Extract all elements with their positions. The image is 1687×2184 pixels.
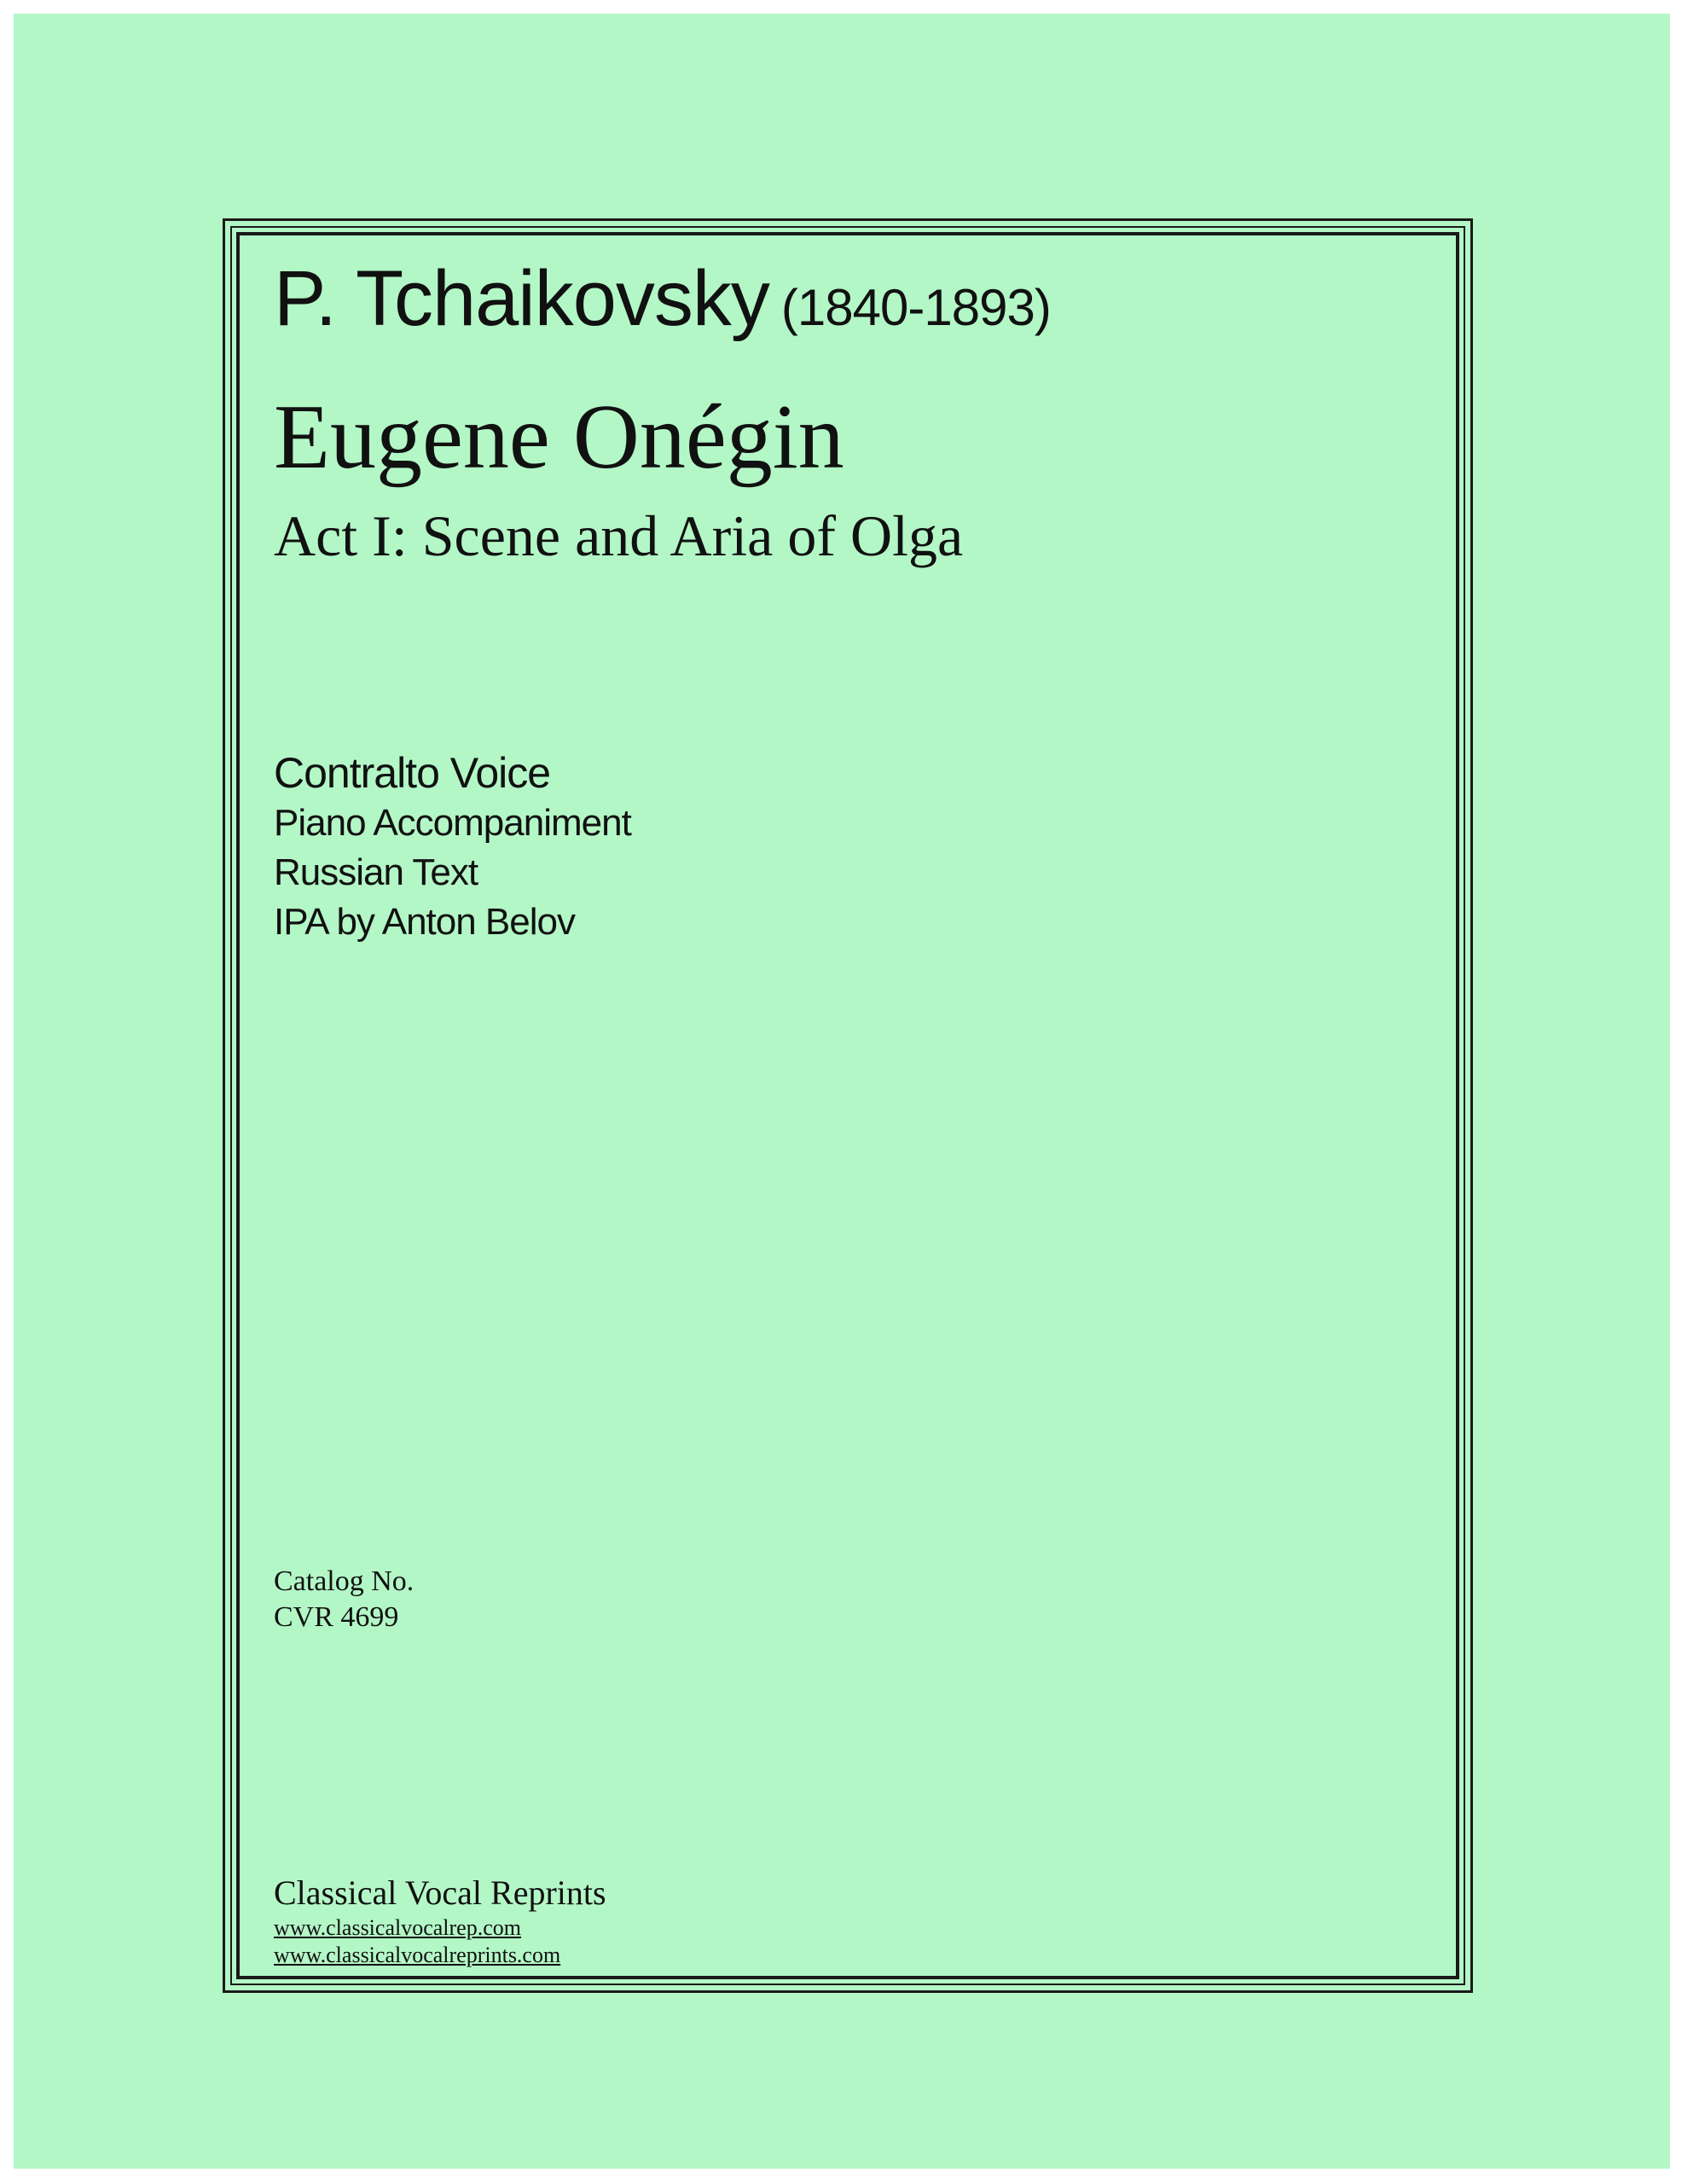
voice-type: Contralto Voice	[274, 749, 551, 797]
edition-details	[274, 747, 631, 947]
catalog-info	[274, 1564, 414, 1635]
catalog-number: CVR 4699	[274, 1601, 399, 1633]
ipa-credit: IPA by Anton Belov	[274, 901, 575, 943]
cover-border	[223, 218, 1473, 1993]
composer-name: P. Tchaikovsky	[274, 255, 769, 342]
cover-border-inner	[236, 232, 1459, 1979]
publisher-url-2[interactable]: www.classicalvocalreprints.com	[274, 1943, 561, 1967]
catalog-label: Catalog No.	[274, 1565, 415, 1597]
composer-line	[274, 254, 1051, 344]
opera-title: Eugene Onégin	[274, 386, 844, 488]
cover-page	[14, 14, 1670, 2169]
opera-subtitle: Act I: Scene and Aria of Olga	[274, 503, 964, 568]
publisher-name: Classical Vocal Reprints	[274, 1873, 606, 1912]
accompaniment: Piano Accompaniment	[274, 802, 631, 844]
publisher-url-1[interactable]: www.classicalvocalrep.com	[274, 1915, 521, 1940]
composer-dates: (1840-1893)	[780, 279, 1051, 336]
text-language: Russian Text	[274, 851, 478, 893]
publisher-info	[274, 1872, 606, 1969]
cover-border-middle	[230, 226, 1465, 1985]
cover-content	[274, 235, 1422, 1976]
